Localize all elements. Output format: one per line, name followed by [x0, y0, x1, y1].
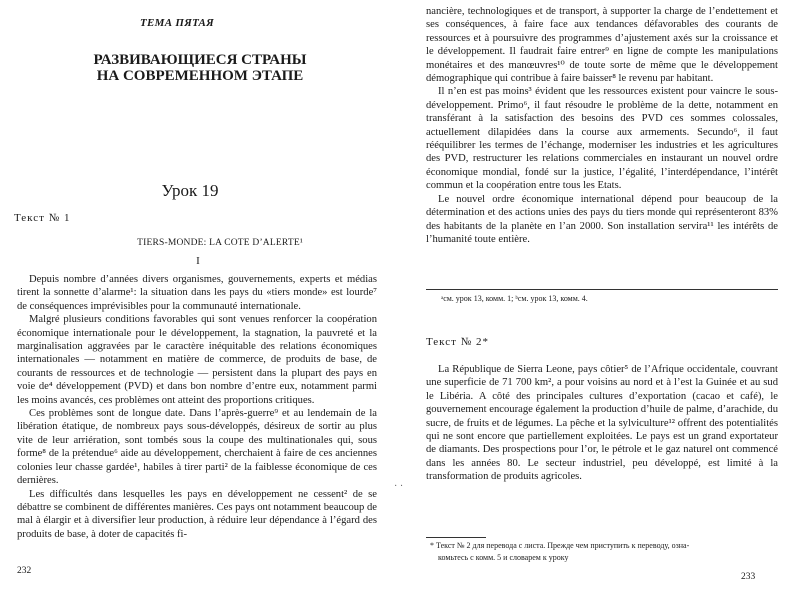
text2-label: Текст № 2* [426, 336, 489, 348]
footnote-divider-short [426, 537, 486, 538]
paragraph: Malgré plusieurs conditions favorables qui sont venues renforcer la coopération économique internationale pour le développement, la stagnation, la pauvreté et la marginalisation aggravées par le caractère inéquitable des relations économiques internationales — notamment en matière de commerce, de produits de base, de courants de ressources et de technologie — persistent dans la plupart des pays en voie de⁴ développement (PVD) et dans bon nombre d’entre eux, notamment parmi les moins avancés, ces problèmes ont atteint des proportions critiques. [17, 314, 377, 406]
margin-mark: · · [394, 481, 404, 492]
page-number-right: 233 [741, 572, 756, 582]
footnote-2-line1: * Текст № 2 для перевода с листа. Прежде чем приступить к переводу, озна- [430, 541, 690, 550]
footnote-2 [430, 540, 780, 564]
paragraph: Ces problèmes sont de longue date. Dans l’après-guerre⁹ et au lendemain de la libération étatique, de nombreux pays sous-développés, désireux de sortir au plus vite de leur arriération, sont tombés sous la coupe des multinationales qui, sous forme⁸ de la prétendue⁶ aide au développement, cherchaient à faire de ces anciennes colonies leur chasse gardée¹, habiles à tirer parti² de la faiblesse économique de ces dernières. [17, 408, 377, 487]
paragraph: La République de Sierra Leone, pays côtier⁵ de l’Afrique occidentale, couvrant une superficie de 71 700 km², a pour voisins au nord et à l’est la Guinée et au sud le Libéria. A côté des principales cultures d’exportation (cacao et café), le gouvernement encourage également la production d’huile de palme, d’arachide, du sucre, de fruits et de légumes. La pêche et la sylviculture¹² offrent des potentialités qui ne sont encore que partiellement exploitées. Le pays est un grand exportateur de diamants. Des prospections pour l’or, le pétrole et le gaz naturel ont commencé dans les années 80. Le secteur industriel, peu développé, est limité à la transformation de produits agricoles. [426, 364, 778, 483]
chapter-label: ТЕМА ПЯТАЯ [140, 17, 215, 29]
footnote-2-line2: комьтесь с комм. 5 и словарем к уроку [438, 553, 569, 562]
text1-body-left [17, 273, 377, 541]
text1-subtitle: TIERS-MONDE: LA COTE D’ALERTE¹ [137, 238, 303, 248]
chapter-title [60, 52, 340, 84]
right-page [396, 0, 793, 600]
paragraph: Depuis nombre d’années divers organismes, gouvernements, experts et médias tirent la sonnette d’alarme¹: la situation dans les pays du «tiers monde» est lourde⁷ de conséquences imprévisibles pour la communauté internationale. [17, 274, 377, 312]
page-number-left: 232 [17, 566, 32, 576]
lesson-heading: Урок 19 [161, 181, 219, 200]
text1-body-right [426, 5, 778, 246]
left-page [0, 0, 396, 600]
chapter-title-line1: РАЗВИВАЮЩИЕСЯ СТРАНЫ [93, 52, 307, 68]
footnote-divider [426, 289, 778, 290]
chapter-title-line2: НА СОВРЕМЕННОМ ЭТАПЕ [96, 68, 304, 84]
text1-label: Текст № 1 [14, 212, 71, 224]
paragraph: nancière, technologiques et de transport, à supporter la charge de l’endettement et ses conséquences, à faire face aux tendances défavorables des courants de ressources et à poursuivre des programmes d’ajustement axés sur la croissance et le développement. Il faudrait faire entrer⁹ en ligne de compte les manipulations monétaires et des manœuvres¹⁰ de toute sorte de même que le développement démographique qui contribue à faire baisser⁸ le revenu par habitant. [426, 6, 778, 85]
text2-body [426, 363, 778, 484]
paragraph: Il n’en est pas moins³ évident que les ressources existent pour vaincre le sous-développement. Primo⁶, il faut résoudre le problème de la dette, notamment en transférant à la satisfaction des besoins des PVD ces sommes colossales, actuellement dilapidées dans la course aux armements. Secundo⁶, il faut rééquilibrer les termes de l’échange, moderniser les industries et les agricultures des PVD, restructurer les relations commerciales en instaurant un nouvel ordre économique mondial, fondé sur la justice, l’égalité, l’interdépendance, l’intérêt commun et la coopération entre tous les Etats. [426, 86, 778, 192]
paragraph: Les difficultés dans lesquelles les pays en développement ne cessent² de se débattre se combinent de différentes manières. Ces pays ont notamment beaucoup de mal à élargir et à diversifier leur production, à réduire leur dépendance à l’égard des produits de base, à doter de capacités fi- [17, 488, 377, 540]
paragraph: Le nouvel ordre économique international dépend pour beaucoup de la détermination et des actions unies des pays du tiers monde qui représenteront 83% des habitants de la planète en l’an 2000. Son installation servira¹¹ les intérêts de l’humanité toute entière. [426, 193, 778, 245]
section-numeral: I [196, 255, 200, 267]
footnote-1: ᵃсм. урок 13, комм. 1; ᵇсм. урок 13, комм. 4. [441, 294, 588, 303]
